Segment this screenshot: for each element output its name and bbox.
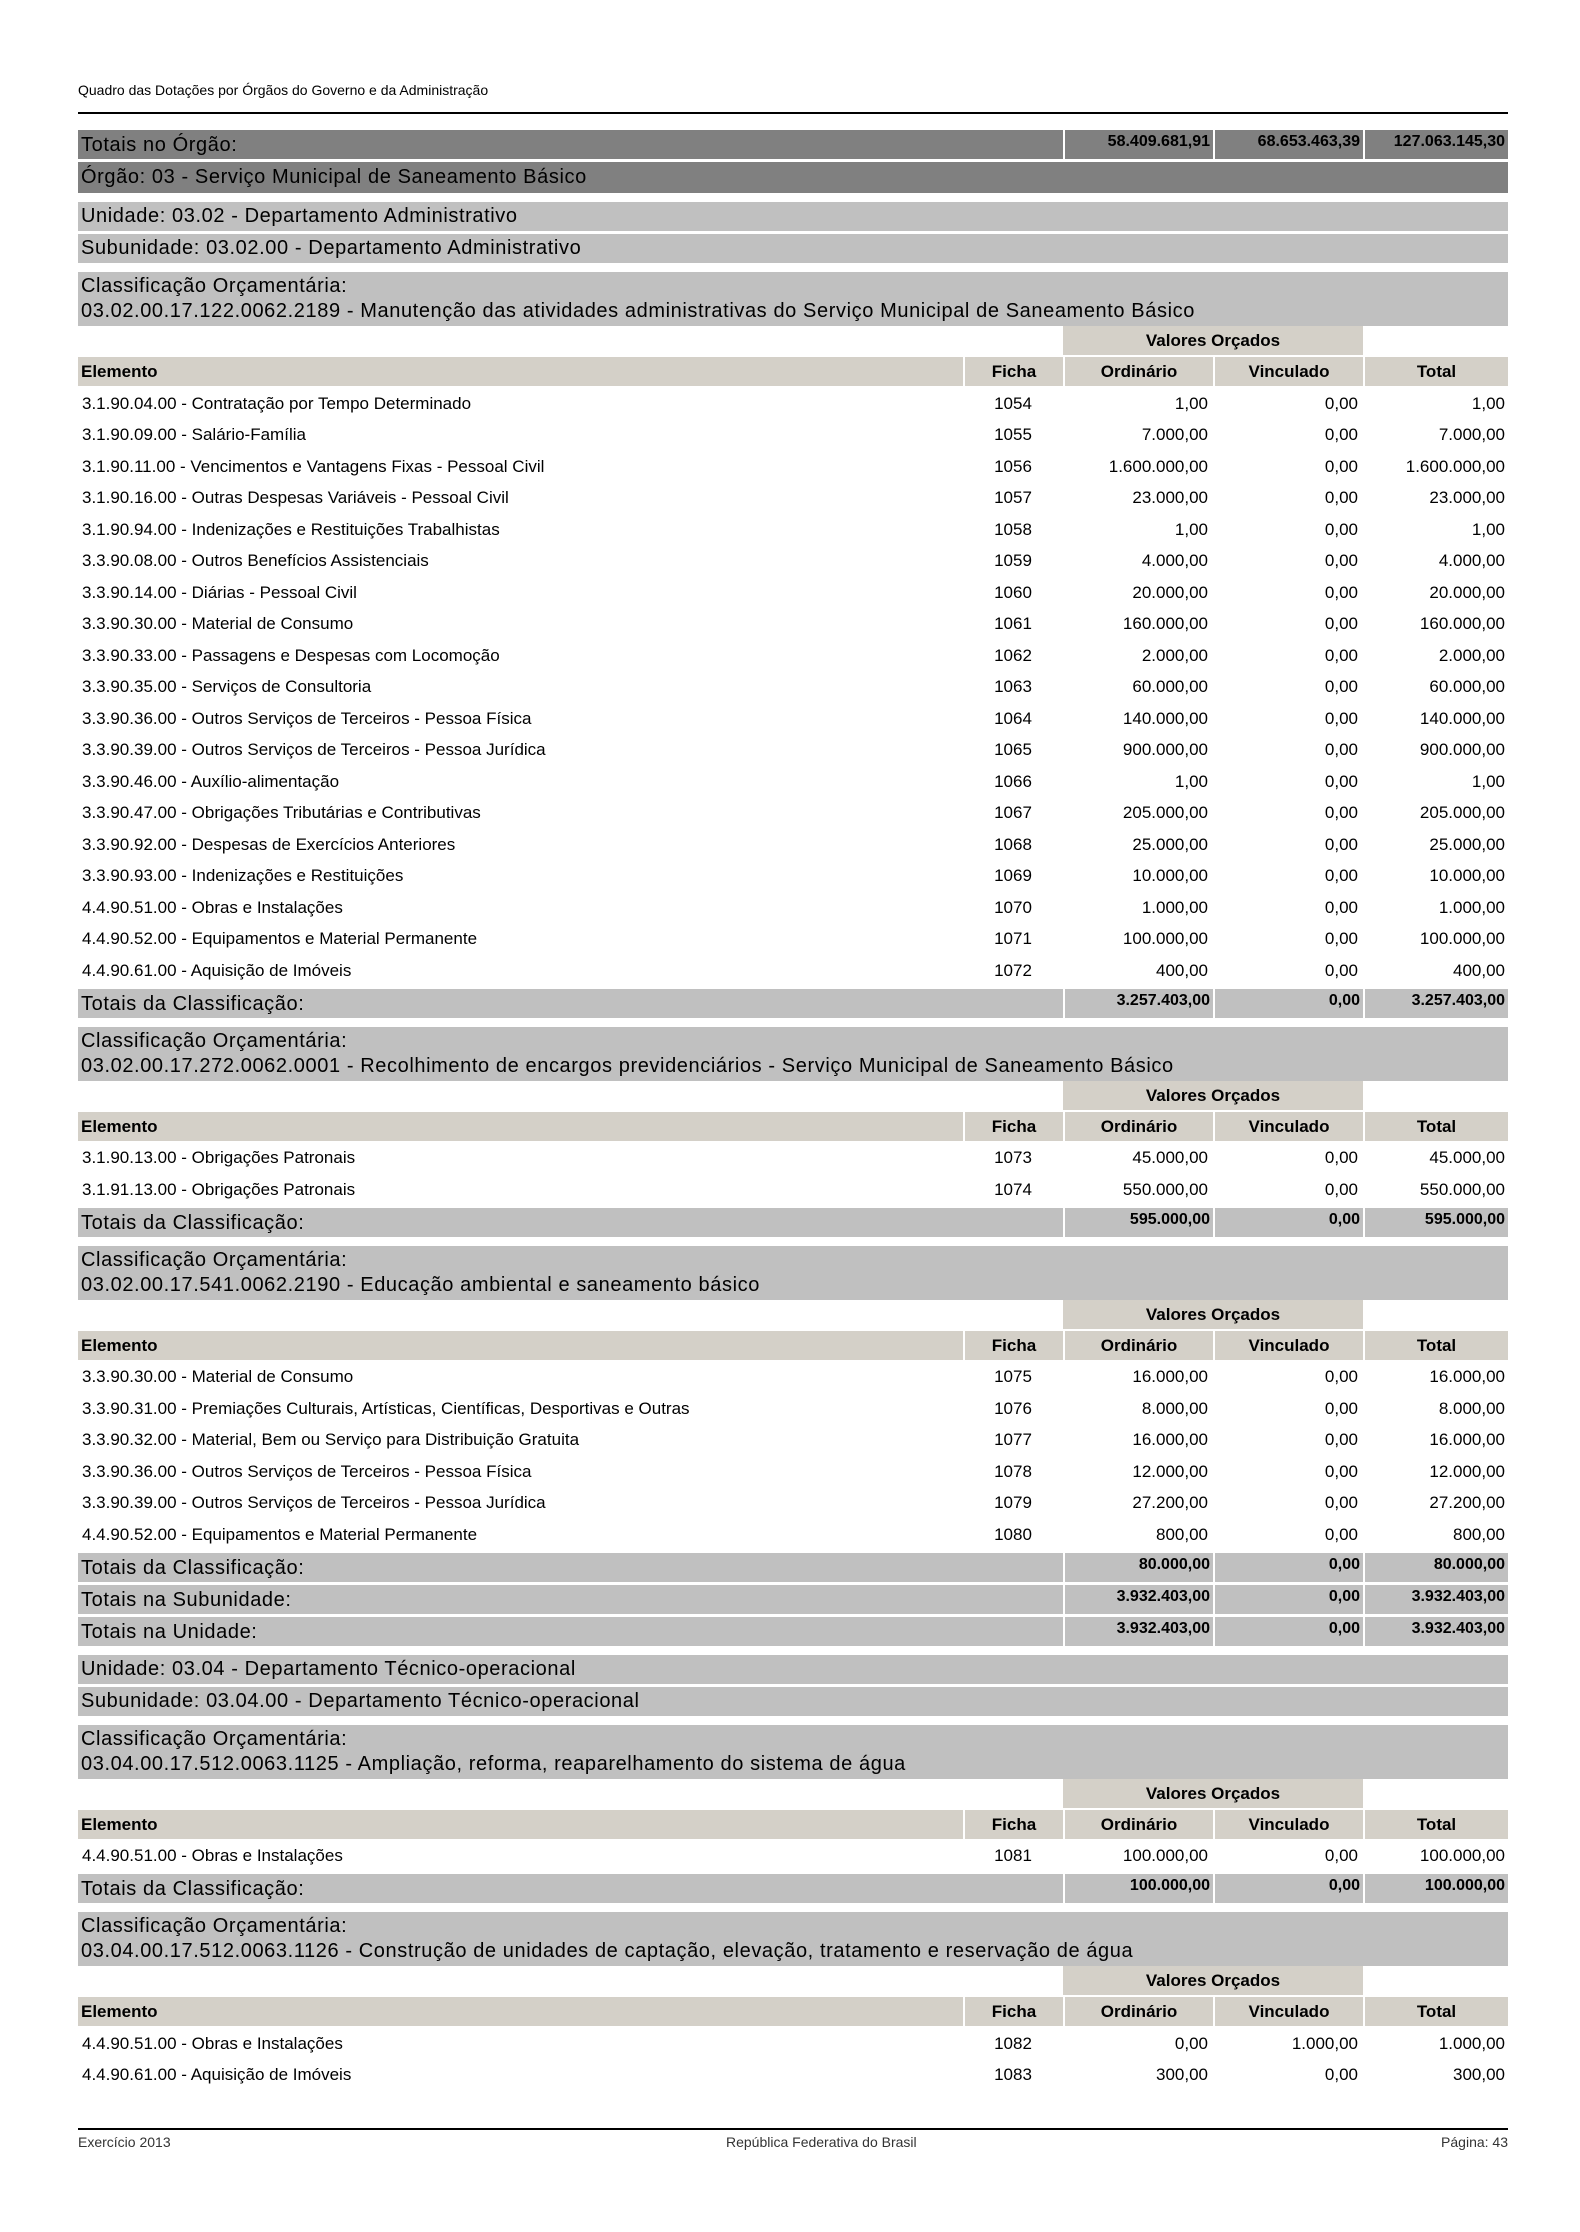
column-header-row (78, 1112, 1508, 1141)
column-header-ficha: Ficha (963, 357, 1063, 386)
cell-total: 1.600.000,00 (1405, 456, 1505, 476)
cell-ordinario: 140.000,00 (1122, 708, 1208, 728)
cell-ordinario: 100.000,00 (1122, 1846, 1208, 1866)
spacer (78, 1081, 1063, 1110)
table-row (78, 892, 1508, 924)
classificacao-totals-row-ordinario: 3.257.403,00 (1063, 989, 1213, 1018)
cell-total: 900.000,00 (1419, 740, 1505, 760)
cell-elemento: 3.3.90.30.00 - Material de Consumo (82, 1367, 354, 1387)
column-header-row (78, 1331, 1508, 1360)
cell-ordinario: 27.200,00 (1132, 1493, 1208, 1513)
cell-ordinario: 160.000,00 (1122, 614, 1208, 634)
unidade-totals-row (78, 1617, 1508, 1646)
classificacao-totals-row (78, 989, 1508, 1018)
cell-vinculado: 0,00 (1324, 2065, 1358, 2085)
report-title: Quadro das Dotações por Órgãos do Governo e da Administração (78, 82, 489, 98)
classificacao-heading (78, 272, 1508, 326)
classificacao-totals-row-label: Totais da Classificação: (78, 1208, 1063, 1237)
cell-ficha: 1075 (994, 1367, 1032, 1387)
classificacao-totals-row-ordinario: 80.000,00 (1063, 1553, 1213, 1582)
cell-ordinario: 400,00 (1156, 960, 1208, 980)
classificacao-code: 03.02.00.17.272.0062.0001 - Recolhimento de encargos previdenciários - Serviço Municipal de Saneamento Básico (81, 1054, 1174, 1077)
table-row (78, 703, 1508, 735)
footer-republica: República Federativa do Brasil (726, 2134, 917, 2150)
cell-elemento: 3.1.91.13.00 - Obrigações Patronais (82, 1179, 356, 1199)
cell-ficha: 1071 (994, 929, 1032, 949)
classificacao-totals-row-total: 595.000,00 (1363, 1208, 1508, 1237)
unidade-totals-row-label: Totais na Unidade: (78, 1617, 1063, 1646)
table-row (78, 483, 1508, 515)
cell-total: 205.000,00 (1419, 803, 1505, 823)
classificacao-totals-row-vinculado: 0,00 (1213, 1208, 1363, 1237)
column-header-total: Total (1363, 1810, 1508, 1839)
unidade-heading: Unidade: 03.02 - Departamento Administrativo (78, 202, 1508, 231)
subunidade-totals-row-label: Totais na Subunidade: (78, 1585, 1063, 1614)
cell-vinculado: 0,00 (1324, 834, 1358, 854)
blocks-container (78, 202, 1508, 2093)
column-header-vinculado: Vinculado (1213, 357, 1363, 386)
cell-ficha: 1059 (994, 551, 1032, 571)
cell-elemento: 3.1.90.94.00 - Indenizações e Restituições Trabalhistas (82, 519, 500, 539)
cell-elemento: 3.3.90.39.00 - Outros Serviços de Terceiros - Pessoa Jurídica (82, 1493, 546, 1513)
table-row (78, 514, 1508, 546)
column-header-elemento: Elemento (81, 1814, 158, 1834)
table-body (78, 1839, 1508, 1875)
cell-ordinario: 20.000,00 (1132, 582, 1208, 602)
classificacao-totals-row-label: Totais da Classificação: (78, 1553, 1063, 1582)
column-header-ordinario: Ordinário (1063, 357, 1213, 386)
cell-total: 23.000,00 (1429, 488, 1505, 508)
cell-ordinario: 1,00 (1174, 771, 1208, 791)
cell-elemento: 3.3.90.08.00 - Outros Benefícios Assistenciais (82, 551, 429, 571)
cell-elemento: 3.3.90.39.00 - Outros Serviços de Terceiros - Pessoa Jurídica (82, 740, 546, 760)
cell-ordinario: 205.000,00 (1122, 803, 1208, 823)
cell-ficha: 1068 (994, 834, 1032, 854)
unidade-totals-row-ordinario: 3.932.403,00 (1063, 1617, 1213, 1646)
classificacao-totals-row-total: 100.000,00 (1363, 1874, 1508, 1903)
classificacao-totals-row-ordinario: 595.000,00 (1063, 1208, 1213, 1237)
cell-total: 7.000,00 (1438, 425, 1505, 445)
cell-elemento: 3.3.90.36.00 - Outros Serviços de Terceiros - Pessoa Física (82, 1461, 532, 1481)
column-header-vinculado: Vinculado (1213, 1112, 1363, 1141)
cell-elemento: 3.1.90.13.00 - Obrigações Patronais (82, 1148, 356, 1168)
cell-ficha: 1057 (994, 488, 1032, 508)
column-header-ficha: Ficha (963, 1997, 1063, 2026)
classificacao-totals-row (78, 1553, 1508, 1582)
table-row (78, 1425, 1508, 1457)
cell-ordinario: 16.000,00 (1132, 1430, 1208, 1450)
cell-total: 10.000,00 (1429, 866, 1505, 886)
cell-total: 400,00 (1453, 960, 1505, 980)
valores-orcados-label: Valores Orçados (1063, 326, 1363, 355)
column-header-ordinario: Ordinário (1063, 1331, 1213, 1360)
table-row (78, 451, 1508, 483)
valores-orcados-header (78, 1081, 1508, 1110)
cell-ordinario: 8.000,00 (1141, 1398, 1208, 1418)
column-header-elemento: Elemento (81, 2002, 158, 2021)
cell-vinculado: 0,00 (1324, 1148, 1358, 1168)
table-row (78, 1362, 1508, 1394)
classificacao-heading (78, 1725, 1508, 1779)
cell-ordinario: 23.000,00 (1132, 488, 1208, 508)
orgao-totals-label: Totais no Órgão: (78, 130, 1063, 159)
cell-elemento: 3.3.90.14.00 - Diárias - Pessoal Civil (82, 582, 357, 602)
subunidade-totals-row-vinculado: 0,00 (1213, 1585, 1363, 1614)
cell-vinculado: 0,00 (1324, 456, 1358, 476)
subunidade-heading: Subunidade: 03.04.00 - Departamento Técnico-operacional (78, 1687, 1508, 1716)
cell-ficha: 1079 (994, 1493, 1032, 1513)
table-row (78, 1488, 1508, 1520)
cell-total: 100.000,00 (1419, 929, 1505, 949)
cell-vinculado: 0,00 (1324, 645, 1358, 665)
cell-elemento: 3.1.90.09.00 - Salário-Família (82, 425, 306, 445)
cell-vinculado: 0,00 (1324, 519, 1358, 539)
table-row (78, 672, 1508, 704)
cell-vinculado: 0,00 (1324, 866, 1358, 886)
cell-vinculado: 0,00 (1324, 393, 1358, 413)
cell-elemento: 3.3.90.30.00 - Material de Consumo (82, 614, 354, 634)
classificacao-totals-row (78, 1208, 1508, 1237)
classificacao-totals-row-vinculado: 0,00 (1213, 989, 1363, 1018)
classificacao-totals-row-total: 80.000,00 (1363, 1553, 1508, 1582)
cell-vinculado: 0,00 (1324, 425, 1358, 445)
cell-vinculado: 0,00 (1324, 1398, 1358, 1418)
table-row (78, 735, 1508, 767)
valores-orcados-header (78, 1966, 1508, 1995)
orgao-total-ordinario: 58.409.681,91 (1063, 130, 1213, 159)
column-header-row (78, 1997, 1508, 2026)
table-row (78, 861, 1508, 893)
column-header-vinculado: Vinculado (1213, 1331, 1363, 1360)
cell-elemento: 3.3.90.36.00 - Outros Serviços de Terceiros - Pessoa Física (82, 708, 532, 728)
cell-total: 1.000,00 (1438, 2033, 1505, 2053)
cell-ordinario: 550.000,00 (1122, 1179, 1208, 1199)
cell-ficha: 1074 (994, 1179, 1032, 1199)
cell-vinculado: 0,00 (1324, 551, 1358, 571)
orgao-total-vinculado: 68.653.463,39 (1213, 130, 1363, 159)
cell-ordinario: 300,00 (1156, 2065, 1208, 2085)
column-header-row (78, 1810, 1508, 1839)
cell-ficha: 1076 (994, 1398, 1032, 1418)
cell-total: 550.000,00 (1419, 1179, 1505, 1199)
cell-elemento: 4.4.90.61.00 - Aquisição de Imóveis (82, 2065, 352, 2085)
table-body (78, 1141, 1508, 1208)
cell-ficha: 1063 (994, 677, 1032, 697)
classificacao-totals-row-label: Totais da Classificação: (78, 989, 1063, 1018)
classificacao-section (78, 272, 1508, 1018)
table-row (78, 546, 1508, 578)
table-row (78, 1519, 1508, 1551)
cell-elemento: 3.3.90.92.00 - Despesas de Exercícios Anteriores (82, 834, 456, 854)
classificacao-totals-row-label: Totais da Classificação: (78, 1874, 1063, 1903)
classificacao-title: Classificação Orçamentária: (81, 1727, 348, 1750)
table-row (78, 1841, 1508, 1873)
unidade-totals-row-total: 3.932.403,00 (1363, 1617, 1508, 1646)
cell-ordinario: 12.000,00 (1132, 1461, 1208, 1481)
cell-ordinario: 2.000,00 (1141, 645, 1208, 665)
classificacao-title: Classificação Orçamentária: (81, 1029, 348, 1052)
cell-elemento: 4.4.90.51.00 - Obras e Instalações (82, 897, 343, 917)
column-header-ficha: Ficha (963, 1331, 1063, 1360)
cell-elemento: 3.3.90.33.00 - Passagens e Despesas com Locomoção (82, 645, 500, 665)
table-row (78, 2028, 1508, 2060)
orgao-totals-row (78, 130, 1508, 159)
cell-ordinario: 7.000,00 (1141, 425, 1208, 445)
cell-elemento: 3.1.90.11.00 - Vencimentos e Vantagens Fixas - Pessoal Civil (82, 456, 545, 476)
cell-ficha: 1080 (994, 1524, 1032, 1544)
classificacao-section (78, 1912, 1508, 2093)
cell-ficha: 1081 (994, 1846, 1032, 1866)
column-header-elemento: Elemento (81, 1116, 158, 1136)
classificacao-title: Classificação Orçamentária: (81, 275, 348, 297)
footer-exercicio: Exercício 2013 (78, 2134, 171, 2150)
cell-elemento: 3.3.90.32.00 - Material, Bem ou Serviço para Distribuição Gratuita (82, 1430, 580, 1450)
cell-elemento: 3.3.90.35.00 - Serviços de Consultoria (82, 677, 372, 697)
cell-elemento: 3.3.90.46.00 - Auxílio-alimentação (82, 771, 340, 791)
cell-total: 1,00 (1471, 393, 1505, 413)
cell-elemento: 3.3.90.47.00 - Obrigações Tributárias e Contributivas (82, 803, 481, 823)
column-header-total: Total (1363, 1997, 1508, 2026)
cell-vinculado: 0,00 (1324, 1179, 1358, 1199)
cell-ordinario: 1.600.000,00 (1108, 456, 1208, 476)
cell-elemento: 4.4.90.52.00 - Equipamentos e Material Permanente (82, 929, 478, 949)
cell-total: 60.000,00 (1429, 677, 1505, 697)
cell-total: 2.000,00 (1438, 645, 1505, 665)
cell-ficha: 1061 (994, 614, 1032, 634)
orgao-heading: Órgão: 03 - Serviço Municipal de Saneamento Básico (78, 162, 1508, 193)
valores-orcados-header (78, 1779, 1508, 1808)
cell-elemento: 3.3.90.93.00 - Indenizações e Restituições (82, 866, 404, 886)
cell-vinculado: 0,00 (1324, 614, 1358, 634)
table-row (78, 388, 1508, 420)
valores-orcados-header (78, 326, 1508, 355)
cell-total: 16.000,00 (1429, 1367, 1505, 1387)
classificacao-title: Classificação Orçamentária: (81, 1248, 348, 1271)
cell-elemento: 4.4.90.51.00 - Obras e Instalações (82, 1846, 343, 1866)
classificacao-code: 03.02.00.17.122.0062.2189 - Manutenção das atividades administrativas do Serviço Municipal de Saneamento Básico (81, 300, 1195, 322)
cell-elemento: 4.4.90.52.00 - Equipamentos e Material Permanente (82, 1524, 478, 1544)
cell-ficha: 1082 (994, 2033, 1032, 2053)
cell-ficha: 1060 (994, 582, 1032, 602)
cell-ordinario: 1.000,00 (1141, 897, 1208, 917)
cell-vinculado: 0,00 (1324, 1461, 1358, 1481)
valores-orcados-label: Valores Orçados (1063, 1081, 1363, 1110)
footer-page-number: Página: 43 (1441, 2134, 1508, 2150)
cell-ordinario: 45.000,00 (1132, 1148, 1208, 1168)
cell-ordinario: 25.000,00 (1132, 834, 1208, 854)
cell-vinculado: 0,00 (1324, 677, 1358, 697)
cell-total: 1,00 (1471, 771, 1505, 791)
cell-vinculado: 0,00 (1324, 960, 1358, 980)
classificacao-section (78, 1027, 1508, 1237)
cell-total: 25.000,00 (1429, 834, 1505, 854)
cell-vinculado: 1.000,00 (1291, 2033, 1358, 2053)
cell-total: 800,00 (1453, 1524, 1505, 1544)
table-row (78, 924, 1508, 956)
cell-ficha: 1070 (994, 897, 1032, 917)
subunidade-totals-row-total: 3.932.403,00 (1363, 1585, 1508, 1614)
cell-total: 1.000,00 (1438, 897, 1505, 917)
cell-vinculado: 0,00 (1324, 488, 1358, 508)
cell-vinculado: 0,00 (1324, 929, 1358, 949)
cell-vinculado: 0,00 (1324, 803, 1358, 823)
classificacao-totals-row-total: 3.257.403,00 (1363, 989, 1508, 1018)
cell-ordinario: 0,00 (1174, 2033, 1208, 2053)
classificacao-totals-row-vinculado: 0,00 (1213, 1553, 1363, 1582)
cell-total: 16.000,00 (1429, 1430, 1505, 1450)
cell-ordinario: 1,00 (1174, 519, 1208, 539)
classificacao-code: 03.04.00.17.512.0063.1125 - Ampliação, reforma, reaparelhamento do sistema de água (81, 1752, 906, 1775)
cell-vinculado: 0,00 (1324, 897, 1358, 917)
table-row (78, 609, 1508, 641)
cell-total: 27.200,00 (1429, 1493, 1505, 1513)
cell-ordinario: 60.000,00 (1132, 677, 1208, 697)
cell-ficha: 1062 (994, 645, 1032, 665)
unidade-totals-row-vinculado: 0,00 (1213, 1617, 1363, 1646)
subunidade-totals-row (78, 1585, 1508, 1614)
subunidade-heading: Subunidade: 03.02.00 - Departamento Administrativo (78, 234, 1508, 263)
cell-vinculado: 0,00 (1324, 771, 1358, 791)
cell-total: 1,00 (1471, 519, 1505, 539)
cell-ficha: 1055 (994, 425, 1032, 445)
table-row (78, 2060, 1508, 2092)
classificacao-section (78, 1246, 1508, 1582)
cell-ficha: 1064 (994, 708, 1032, 728)
cell-ficha: 1054 (994, 393, 1032, 413)
cell-total: 8.000,00 (1438, 1398, 1505, 1418)
cell-elemento: 3.3.90.31.00 - Premiações Culturais, Artísticas, Científicas, Desportivas e Outras (82, 1398, 690, 1418)
classificacao-code: 03.04.00.17.512.0063.1126 - Construção de unidades de captação, elevação, tratamento e reservação de água (81, 1940, 1134, 1962)
classificacao-section (78, 1725, 1508, 1904)
subunidade-totals-row-ordinario: 3.932.403,00 (1063, 1585, 1213, 1614)
cell-ficha: 1067 (994, 803, 1032, 823)
cell-vinculado: 0,00 (1324, 1430, 1358, 1450)
cell-total: 4.000,00 (1438, 551, 1505, 571)
column-header-elemento: Elemento (81, 362, 158, 381)
cell-ordinario: 16.000,00 (1132, 1367, 1208, 1387)
unidade-heading: Unidade: 03.04 - Departamento Técnico-operacional (78, 1655, 1508, 1684)
table-row (78, 577, 1508, 609)
classificacao-totals-row-vinculado: 0,00 (1213, 1874, 1363, 1903)
table-row (78, 955, 1508, 987)
cell-ficha: 1072 (994, 960, 1032, 980)
cell-ficha: 1056 (994, 456, 1032, 476)
cell-total: 140.000,00 (1419, 708, 1505, 728)
column-header-ficha: Ficha (963, 1810, 1063, 1839)
table-body (78, 1360, 1508, 1553)
valores-orcados-label: Valores Orçados (1063, 1779, 1363, 1808)
spacer (78, 1300, 1063, 1329)
cell-total: 100.000,00 (1419, 1846, 1505, 1866)
cell-ordinario: 100.000,00 (1122, 929, 1208, 949)
cell-ficha: 1065 (994, 740, 1032, 760)
column-header-total: Total (1363, 1112, 1508, 1141)
column-header-row (78, 357, 1508, 386)
cell-total: 12.000,00 (1429, 1461, 1505, 1481)
cell-ordinario: 900.000,00 (1122, 740, 1208, 760)
spacer (78, 1779, 1063, 1808)
spacer (78, 326, 1063, 355)
cell-elemento: 4.4.90.51.00 - Obras e Instalações (82, 2033, 343, 2053)
cell-vinculado: 0,00 (1324, 740, 1358, 760)
classificacao-title: Classificação Orçamentária: (81, 1915, 348, 1937)
column-header-total: Total (1363, 357, 1508, 386)
cell-vinculado: 0,00 (1324, 708, 1358, 728)
cell-vinculado: 0,00 (1324, 582, 1358, 602)
column-header-elemento: Elemento (81, 1335, 158, 1355)
table-row (78, 1393, 1508, 1425)
cell-vinculado: 0,00 (1324, 1493, 1358, 1513)
cell-ficha: 1077 (994, 1430, 1032, 1450)
report-body (78, 130, 1508, 2093)
table-body (78, 386, 1508, 989)
header-rule (78, 112, 1508, 114)
cell-ficha: 1083 (994, 2065, 1032, 2085)
valores-orcados-label: Valores Orçados (1063, 1966, 1363, 1995)
table-row (78, 1174, 1508, 1206)
cell-ficha: 1066 (994, 771, 1032, 791)
table-row (78, 766, 1508, 798)
cell-elemento: 3.1.90.16.00 - Outras Despesas Variáveis - Pessoal Civil (82, 488, 509, 508)
cell-ordinario: 1,00 (1174, 393, 1208, 413)
cell-ordinario: 800,00 (1156, 1524, 1208, 1544)
table-body (78, 2026, 1508, 2093)
valores-orcados-label: Valores Orçados (1063, 1300, 1363, 1329)
column-header-ordinario: Ordinário (1063, 1997, 1213, 2026)
classificacao-code: 03.02.00.17.541.0062.2190 - Educação ambiental e saneamento básico (81, 1273, 760, 1296)
column-header-vinculado: Vinculado (1213, 1997, 1363, 2026)
cell-total: 45.000,00 (1429, 1148, 1505, 1168)
table-row (78, 1456, 1508, 1488)
cell-elemento: 4.4.90.61.00 - Aquisição de Imóveis (82, 960, 352, 980)
cell-total: 20.000,00 (1429, 582, 1505, 602)
orgao-total-total: 127.063.145,30 (1363, 130, 1508, 159)
table-row (78, 420, 1508, 452)
cell-ficha: 1078 (994, 1461, 1032, 1481)
table-row (78, 1143, 1508, 1175)
table-row (78, 829, 1508, 861)
cell-elemento: 3.1.90.04.00 - Contratação por Tempo Determinado (82, 393, 472, 413)
footer-rule (78, 2128, 1508, 2130)
cell-vinculado: 0,00 (1324, 1846, 1358, 1866)
valores-orcados-header (78, 1300, 1508, 1329)
cell-vinculado: 0,00 (1324, 1367, 1358, 1387)
cell-total: 160.000,00 (1419, 614, 1505, 634)
classificacao-heading (78, 1912, 1508, 1966)
column-header-total: Total (1363, 1331, 1508, 1360)
cell-ordinario: 4.000,00 (1141, 551, 1208, 571)
classificacao-heading (78, 1246, 1508, 1300)
column-header-ficha: Ficha (963, 1112, 1063, 1141)
column-header-ordinario: Ordinário (1063, 1112, 1213, 1141)
cell-vinculado: 0,00 (1324, 1524, 1358, 1544)
cell-ordinario: 10.000,00 (1132, 866, 1208, 886)
column-header-vinculado: Vinculado (1213, 1810, 1363, 1839)
classificacao-totals-row-ordinario: 100.000,00 (1063, 1874, 1213, 1903)
spacer (78, 1966, 1063, 1995)
cell-ficha: 1069 (994, 866, 1032, 886)
cell-ficha: 1073 (994, 1148, 1032, 1168)
table-row (78, 798, 1508, 830)
cell-total: 300,00 (1453, 2065, 1505, 2085)
table-row (78, 640, 1508, 672)
column-header-ordinario: Ordinário (1063, 1810, 1213, 1839)
classificacao-totals-row (78, 1874, 1508, 1903)
classificacao-heading (78, 1027, 1508, 1081)
cell-ficha: 1058 (994, 519, 1032, 539)
